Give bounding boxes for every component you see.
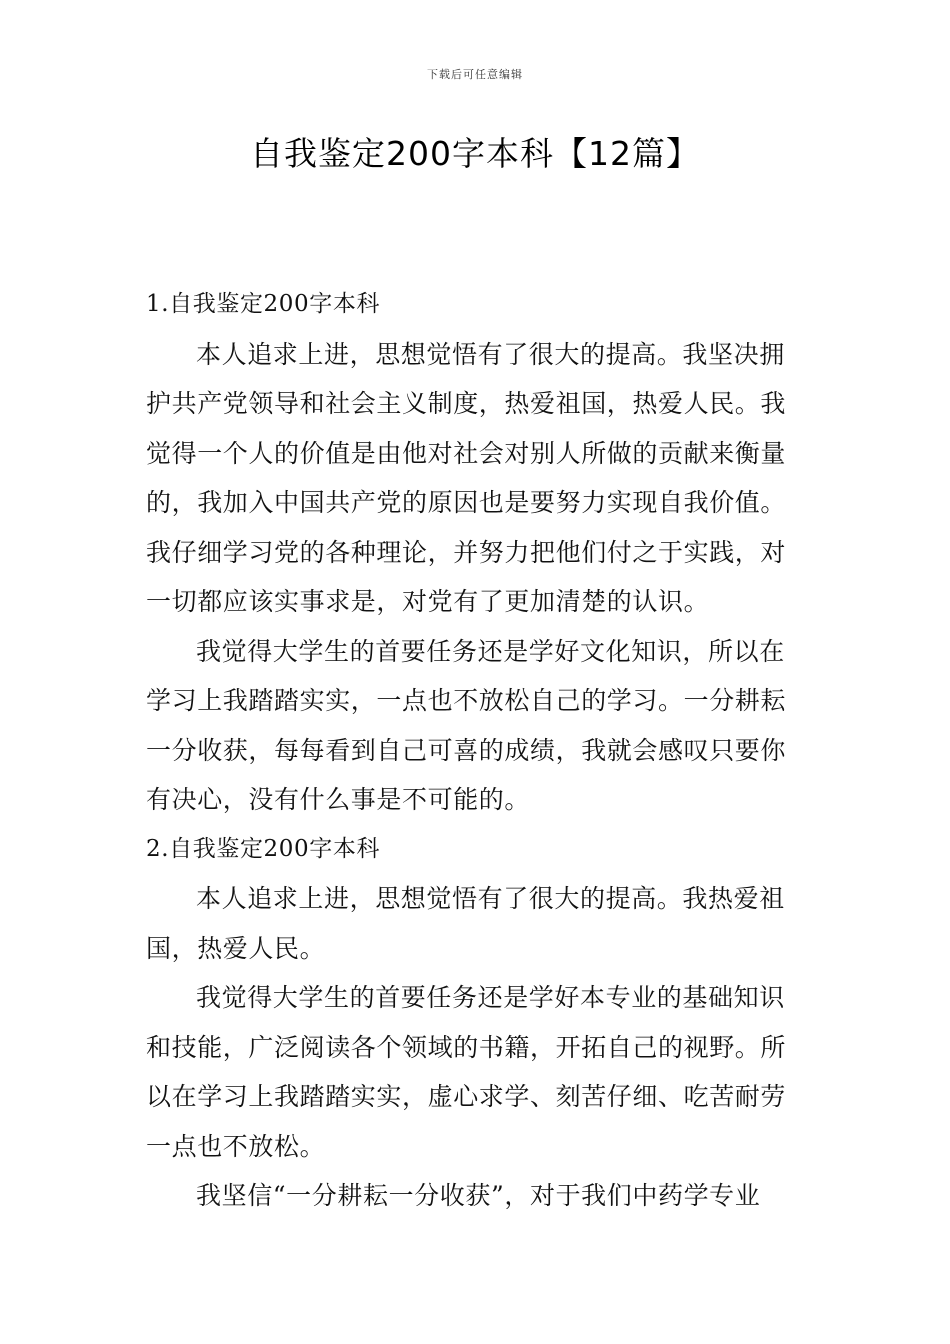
paragraph-line: 我坚信“一分耕耘一分收获”，对于我们中药学专业 xyxy=(196,1181,761,1210)
paragraph-line: 和技能，广泛阅读各个领域的书籍，开拓自己的视野。所 xyxy=(146,1032,787,1062)
paragraph-line: 本人追求上进，思想觉悟有了很大的提高。我热爱祖 xyxy=(196,884,785,913)
paragraph-line: 我觉得大学生的首要任务还是学好文化知识，所以在 xyxy=(196,636,785,666)
paragraph-line: 国，热爱人民。 xyxy=(146,933,326,963)
paragraph-line: 的，我加入中国共产党的原因也是要努力实现自我价值。 xyxy=(146,488,787,517)
paragraph-line: 觉得一个人的价值是由他对社会对别人所做的贡献来衡量 xyxy=(146,438,787,468)
paragraph-line: 一分收获，每每看到自己可喜的成绩，我就会感叹只要你 xyxy=(146,735,787,765)
header-note: 下载后可任意编辑 xyxy=(427,68,523,81)
paragraph-line: 有决心，没有什么事是不可能的。 xyxy=(146,785,531,814)
paragraph-line: 本人追求上进，思想觉悟有了很大的提高。我坚决拥 xyxy=(196,339,785,369)
paragraph-line: 一点也不放松。 xyxy=(146,1131,326,1161)
section-heading-2: 2.自我鉴定200字本科 xyxy=(146,835,381,862)
section-heading-1: 1.自我鉴定200字本科 xyxy=(146,291,381,317)
paragraph-line: 护共产党领导和社会主义制度，热爱祖国，热爱人民。我 xyxy=(146,389,787,418)
paragraph-line: 我觉得大学生的首要任务还是学好本专业的基础知识 xyxy=(196,983,785,1012)
paragraph-line: 以在学习上我踏踏实实，虚心求学、刻苦仔细、吃苦耐劳 xyxy=(146,1082,787,1111)
paragraph-line: 一切都应该实事求是，对党有了更加清楚的认识。 xyxy=(146,587,710,616)
paragraph-line: 学习上我踏踏实实，一点也不放松自己的学习。一分耕耘 xyxy=(146,686,787,715)
document-body xyxy=(146,280,806,1221)
paragraph-line: 我仔细学习党的各种理论，并努力把他们付之于实践，对 xyxy=(146,537,787,567)
document-title: 自我鉴定200字本科【12篇】 xyxy=(250,134,700,173)
